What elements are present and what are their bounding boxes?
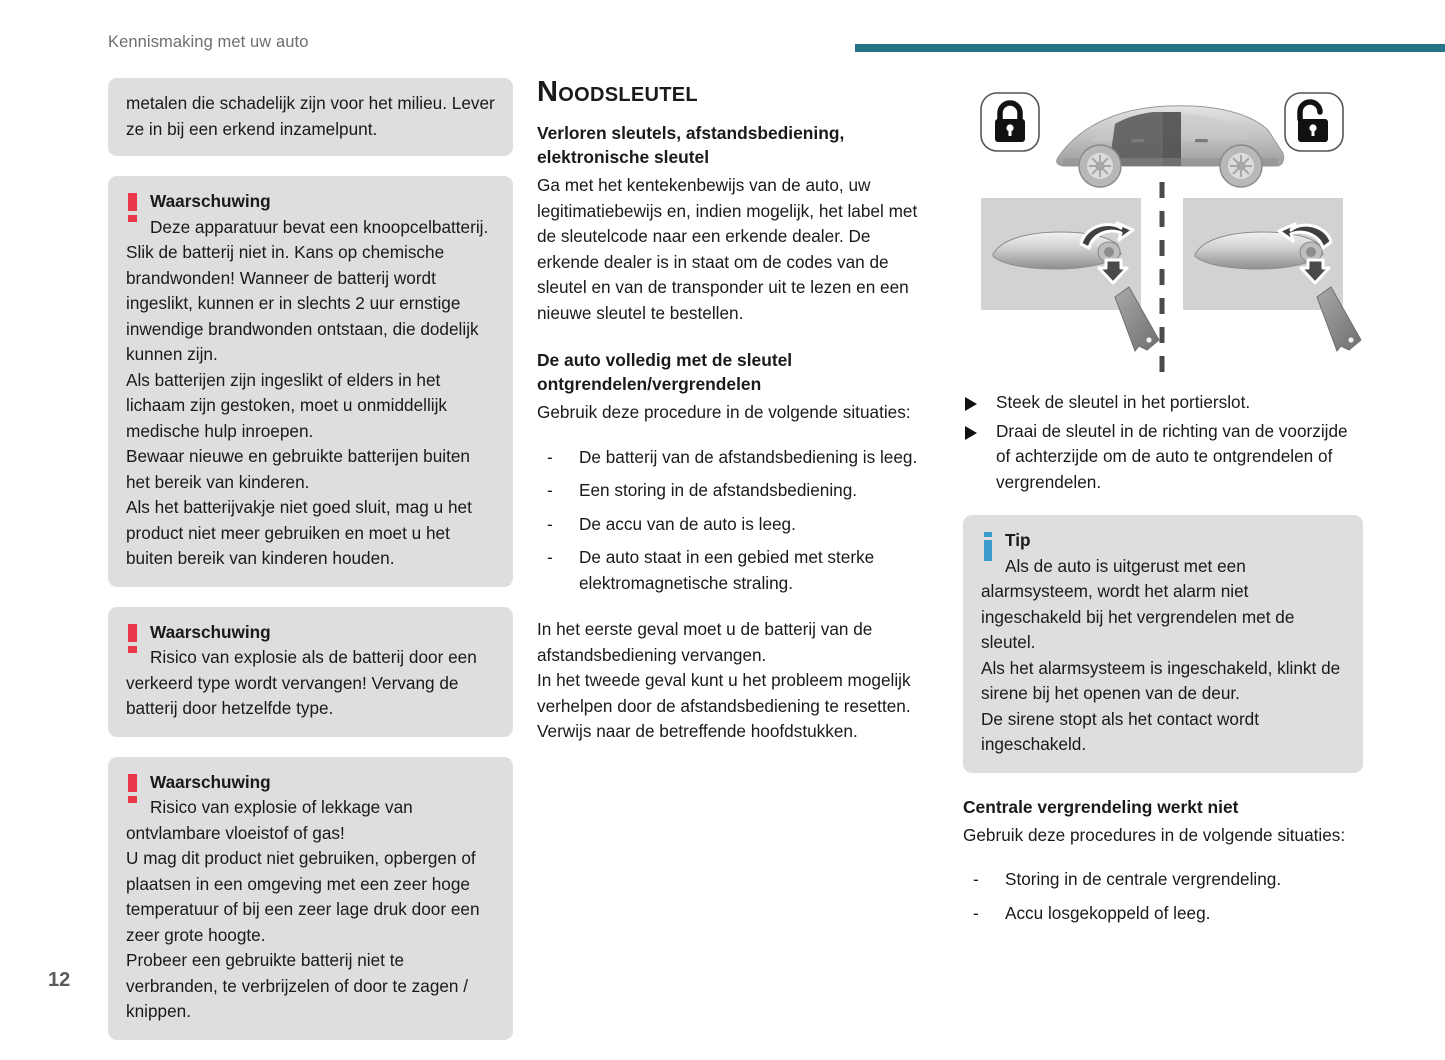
central-locking-situations-list: [963, 867, 1363, 926]
triangle-bullet-icon: [965, 397, 977, 411]
exclamation-icon: [126, 774, 141, 804]
intro-callout-text: metalen die schadelijk zijn voor het milieu. Lever ze in bij een erkend inzamelpunt.: [126, 93, 495, 139]
warning-box-2-title: Waarschuwing: [150, 621, 271, 642]
section-title: Noodsleutel: [537, 76, 698, 108]
step-text: Steek de sleutel in het portierslot.: [996, 392, 1251, 412]
list-item: [963, 419, 1363, 496]
lost-keys-paragraph: Ga met het kentekenbewijs van de auto, uw legitimatiebewijs en, indien mogelijk, het label met de sleutelcode naar een erkende dealer. De erkende dealer is in staat om de codes van de sleutel en van de transponder uit te lezen en een nieuwe sleutel te bestellen.: [537, 175, 918, 323]
key-action-steps: [963, 390, 1363, 495]
warning-box-2: [108, 607, 513, 737]
exclamation-icon: [126, 193, 141, 223]
exclamation-icon: [126, 624, 141, 654]
tip-box-title: Tip: [1005, 530, 1031, 550]
list-item: [963, 390, 1363, 416]
tip-box-content: [981, 528, 1345, 758]
warning-box-2-content: [126, 620, 495, 722]
car-side-view: [1057, 106, 1284, 187]
subheading-central-locking: Centrale vergrendeling werkt niet: [963, 796, 1239, 817]
chapter-title: Kennismaking met uw auto: [108, 33, 309, 51]
page-header: [0, 0, 1445, 62]
middle-column: [537, 78, 935, 745]
warning-box-1-title: Waarschuwing: [150, 191, 271, 211]
info-icon: [981, 532, 996, 562]
step-text: Draai de sleutel in de richting van de voorzijde of achterzijde om de auto te ontgrendelen of vergrendelen.: [996, 420, 1348, 492]
subheading-unlock-with-key: De auto volledig met de sleutel ontgrendelen/vergrendelen: [537, 350, 793, 394]
warning-box-2-body: Risico van explosie als de batterij door een verkeerd type wordt vervangen! Vervang de batterij door hetzelfde type.: [126, 647, 477, 718]
warning-box-1-body: Deze apparatuur bevat een knoopcelbatterij. Slik de batterij niet in. Kans op chemische brandwonden! Wanneer de batterij wordt ingeslikt, kunnen er in slechts 2 uur ernstige inwendige brandwonden ontstaan, die dodelijk kunnen zijn. Als batterijen zijn ingeslikt of elders in het lichaam zijn gestoken, moet u onmiddellijk medische hulp inroepen. Bewaar nieuwe en gebruikte batterijen buiten het bereik van kinderen. Als het batterijvakje niet goed sluit, mag u het product niet meer gebruiken en moet u het buiten bereik van kinderen houden.: [126, 216, 489, 568]
door-handle-lock-turn-front: [981, 198, 1159, 351]
triangle-bullet-icon: [965, 426, 977, 440]
padlock-closed-icon: [981, 93, 1039, 151]
list-item: - De accu van de auto is leeg.: [537, 512, 935, 538]
warning-box-3-body: Risico van explosie of lekkage van ontvlambare vloeistof of gas! U mag dit product niet gebruiken, opbergen of plaatsen in een omgeving met een zeer hoge temperatuur of bij een zeer lage druk door een zeer grote hoogte. Probeer een gebruikte batterij niet te verbranden, te verbrijzelen of door te zagen / knippen.: [126, 797, 480, 1021]
list-item: - Storing in de centrale vergrendeling.: [963, 867, 1363, 893]
list-item: - De batterij van de afstandsbediening is leeg.: [537, 445, 935, 471]
warning-box-1: [108, 176, 513, 587]
intro-callout: [108, 78, 513, 156]
list-item: - De auto staat in een gebied met sterke elektromagnetische straling.: [537, 545, 935, 596]
unlock-outro-paragraph: In het eerste geval moet u de batterij van de afstandsbediening vervangen. In het tweede geval kunt u het probleem mogelijk verhelpen door de afstandsbediening te resetten. Verwijs naar de betreffende hoofdstukken.: [537, 619, 911, 741]
unlock-situations-list: [537, 445, 935, 597]
warning-box-3-content: [126, 770, 495, 1025]
unlock-intro-paragraph: Gebruik deze procedure in de volgende situaties:: [537, 402, 911, 422]
list-item: - Accu losgekoppeld of leeg.: [963, 901, 1363, 927]
warning-box-3: [108, 757, 513, 1040]
left-column: [108, 78, 513, 1060]
padlock-open-icon: [1285, 93, 1343, 151]
right-column: [963, 78, 1363, 934]
header-accent-rule: [855, 44, 1445, 52]
subheading-lost-keys: Verloren sleutels, afstandsbediening, elektronische sleutel: [537, 123, 845, 167]
tip-box: [963, 515, 1363, 773]
page-number: 12: [48, 969, 71, 991]
tip-box-body: Als de auto is uitgerust met een alarmsysteem, wordt het alarm niet ingeschakeld bij het vergrendelen met de sleutel. Als het alarmsysteem is ingeschakeld, klinkt de sirene bij het openen van de deur. De sirene stopt als het contact wordt ingeschakeld.: [981, 555, 1341, 754]
door-handle-lock-turn-rear: [1183, 198, 1361, 351]
emergency-key-illustration: [963, 78, 1363, 378]
central-locking-intro: Gebruik deze procedures in de volgende situaties:: [963, 824, 1346, 845]
warning-box-1-content: [126, 189, 495, 572]
warning-box-3-title: Waarschuwing: [150, 771, 271, 792]
list-item: - Een storing in de afstandsbediening.: [537, 478, 935, 504]
